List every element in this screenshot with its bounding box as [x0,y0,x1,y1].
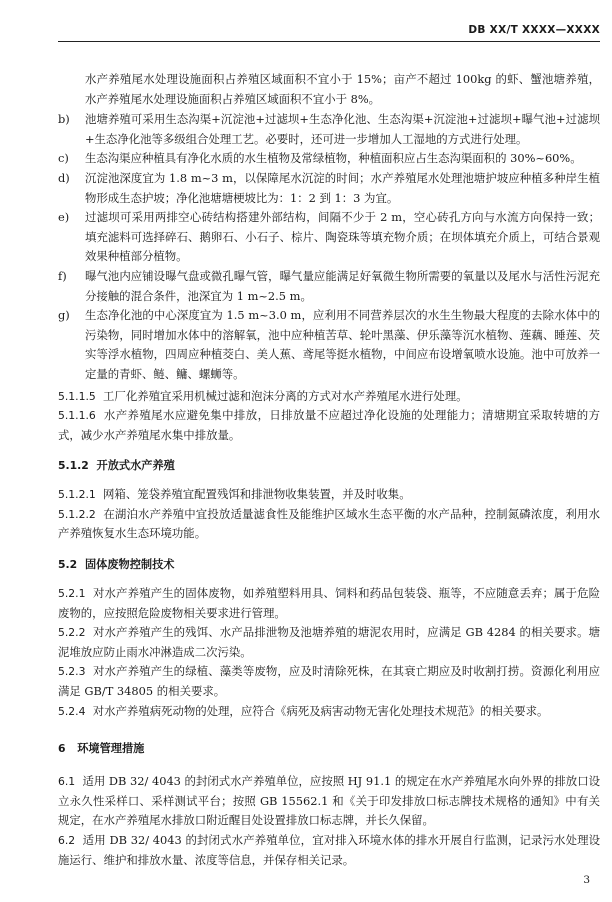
list-item [58,306,600,384]
list-item [58,169,600,208]
clause-text: 对水产养殖病死动物的处理，应符合《病死及病害动物无害化处理技术规范》的相关要求。 [92,703,549,718]
clause-number: 5.2.2 [58,626,86,640]
header-divider [58,41,600,42]
item-marker: d) [58,170,70,185]
item-text: 生态沟渠应种植具有净化水质的水生植物及常绿植物，种植面积应占生态沟渠面积的 30%~60%。 [85,151,582,166]
section-title: 环境管理措施 [77,742,145,756]
list-item [58,149,600,169]
clause-5-2-4 [58,702,600,722]
section-heading-5-1-2 [58,456,600,476]
list-items [58,110,600,384]
clause-text: 适用 DB 32/ 4043 的封闭式水产养殖单位，宜对排入环境水体的排水开展自行监测，记录污水处理设施运行、维护和排放水量、浓度等信息，并保存相关记录。 [58,833,600,867]
list-item [58,208,600,267]
item-text: 沉淀池深度宜为 1.8 m~3 m，以保障尾水沉淀的时间；水产养殖尾水处理池塘护坡应种植多种岸生植物形成生态护坡；净化池塘塘梗坡比为：1：2 到 1：3 为宜。 [85,170,600,205]
clause-number: 6.1 [58,775,76,789]
list-item [58,267,600,306]
clause-6-2 [58,831,600,870]
section-heading-5-2 [58,555,600,575]
page-number: 3 [583,874,590,886]
item-marker: g) [58,308,70,323]
clause-text: 对水产养殖产生的残饵、水产品排泄物及池塘养殖的塘泥农用时，应满足 GB 4284 的相关要求。塘泥堆放应防止雨水冲淋造成二次污染。 [58,625,600,659]
section-number: 5.1.2 [58,459,89,473]
item-marker: e) [58,210,70,225]
clause-text: 对水产养殖产生的绿植、藻类等废物，应及时清除死株，在其衰亡期应及时收割打捞。资源化利用应满足 GB/T 34805 的相关要求。 [58,664,600,699]
clause-number: 5.1.2.1 [58,488,96,502]
clause-number: 5.1.2.2 [58,507,96,521]
clause-text: 网箱、笼袋养殖宜配置残饵和排泄物收集装置，并及时收集。 [103,487,411,502]
item-text: 过滤坝可采用两排空心砖结构搭建外部结构，间隔不少于 2 m，空心砖孔方向与水流方向保持一致；填充滤料可选择碎石、鹅卵石、小石子、棕片、陶瓷珠等填充物介质；在坝体填充介质上，可结合景观效果种植部分植物。 [85,210,600,264]
clause-text: 适用 DB 32/ 4043 的封闭式水产养殖单位，应按照 HJ 91.1 的规定在水产养殖尾水向外界的排放口设立永久性采样口、采样测试平台；按照 GB 15562.1 和《关于印发排放口标志牌技术规格的通知》中有关规定，在水产养殖尾水排放口附近醒目处设置排放口标志牌，并长久保留。 [58,774,600,828]
section-number: 5.2 [58,558,78,572]
clause-text: 水产养殖尾水应避免集中排放，日排放量不应超过净化设施的处理能力；清塘期宜采取转塘的方式，减少水产养殖尾水集中排放量。 [58,408,600,442]
clause-5-1-2-2 [58,505,600,544]
item-marker: c) [58,151,69,166]
list-item [58,110,600,149]
clause-number: 5.2.4 [58,704,86,718]
clause-number: 6.2 [58,834,76,847]
clause-5-2-1 [58,584,600,623]
clause-text: 在湖泊水产养殖中宜投放适量滤食性及能维护区域水生态平衡的水产品种，控制氮磷浓度，利用水产养殖恢复水生态环境功能。 [58,506,600,541]
clause-5-2-3 [58,662,600,701]
clause-number: 5.1.1.5 [58,389,96,403]
item-marker: f) [58,268,67,283]
clause-text: 对水产养殖产生的固体废物，如养殖塑料用具、饲料和药品包装袋、瓶等，不应随意丢弃；属于危险废物的，应按照危险废物相关要求进行管理。 [58,586,600,620]
clause-text: 工厂化养殖宜采用机械过滤和泡沫分离的方式对水产养殖尾水进行处理。 [103,388,468,403]
clause-6-1 [58,772,600,831]
section-heading-6 [58,739,600,759]
intro-paragraph: 水产养殖尾水处理设施面积占养殖区域面积不宜小于 15%；亩产不超过 100kg 的虾、蟹池塘养殖，水产养殖尾水处理设施面积占养殖区域面积不宜小于 8%。 [85,72,600,106]
document-body [58,70,600,870]
clause-5-1-2-1 [58,485,600,505]
clause-5-1-1-5 [58,387,600,407]
item-text: 曝气池内应铺设曝气盘或微孔曝气管，曝气量应能满足好氧微生物所需要的氧量以及尾水与活性污泥充分接触的混合条件，池深宜为 1 m~2.5 m。 [85,268,600,303]
clause-number: 5.1.1.6 [58,409,96,423]
section-title: 固体废物控制技术 [84,558,175,572]
item-text: 生态净化池的中心深度宜为 1.5 m~3.0 m，应利用不同营养层次的水生生物最大程度的去除水体中的污染物，同时增加水体中的溶解氧，池中应种植苦草、轮叶黑藻、伊乐藻等沉水植物、莲藕、睡莲、芡实等浮水植物，四周应种植茭白、美人蕉、鸢尾等挺水植物，中间应布设增氧喷水设施。池中可放养一定量的青虾、鲢、鳙、螺蛳等。 [85,308,600,381]
clause-number: 5.2.1 [58,587,86,601]
clause-5-1-1-6 [58,406,600,445]
item-text: 池塘养殖可采用生态沟渠+沉淀池+过滤坝+生态净化池、生态沟渠+沉淀池+过滤坝+曝气池+过滤坝+生态净化池等多级组合处理工艺。必要时，还可进一步增加人工湿地的方式进行处理。 [85,112,600,146]
item-marker: b) [58,112,70,127]
section-title: 开放式水产养殖 [96,459,175,473]
section-number: 6 [58,742,66,756]
document-code: DB XX/T XXXX—XXXX [468,24,600,36]
clause-number: 5.2.3 [58,665,86,679]
clause-5-2-2 [58,623,600,662]
